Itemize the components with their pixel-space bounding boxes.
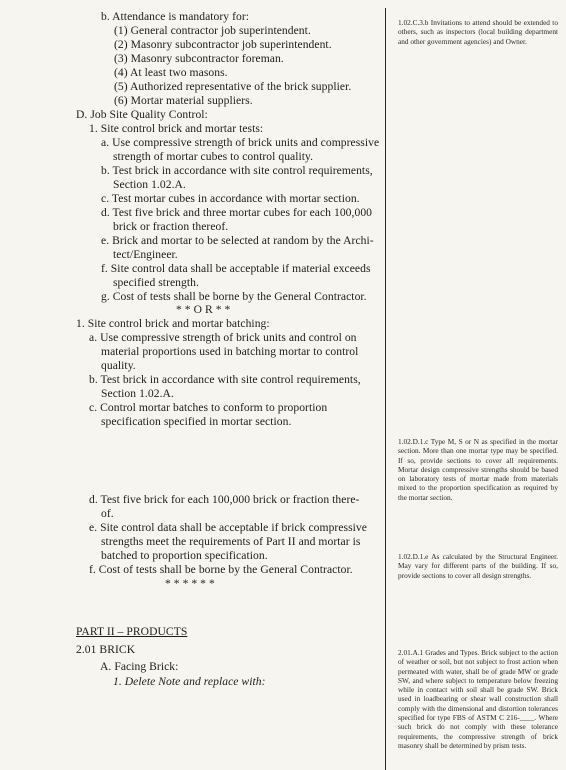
note-text: 1.02.D.1.e As calculated by the Structural Engineer. May vary for different parts of the building. If so, provide sections to cover all design strengths. <box>398 552 558 580</box>
option-b-line: a. Use compressive strength of brick units and control on <box>89 331 357 344</box>
option-a-line: brick or fraction thereof. <box>113 220 229 233</box>
note-text: 2.01.A.1 Grades and Types. Brick subject to the action of weather or soil, but not subject to frost action when permeated with water, shall be of grade MW or grade SW, and where subject to temperature below freezing while in contact with soil shall be grade SW. Brick used in loadbearing or shear wall construction shall comply with the dimensional and distortion tolerances specified for type FBS of ASTM C 216-____. Where such brick do not comply with these tolerance requirements, the compressive strength of brick masonry shall be determined by prism tests. <box>398 648 558 750</box>
option-b-heading: 1. Site control brick and mortar batching: <box>76 317 270 330</box>
option-a-line: b. Test brick in accordance with site control requirements, <box>101 164 373 177</box>
note-text: 1.02.C.3.b Invitations to attend should be extended to others, such as inspectors (local building department and other government agencies) and Owner. <box>398 18 558 46</box>
option-a-heading: 1. Site control brick and mortar tests: <box>89 122 264 135</box>
attendance-item: (3) Masonry subcontractor foreman. <box>114 52 284 65</box>
attendance-item: (5) Authorized representative of the brick supplier. <box>114 80 352 93</box>
margin-note <box>398 18 558 46</box>
option-a-line: specified strength. <box>113 276 199 289</box>
attendance-heading: b. Attendance is mandatory for: <box>101 10 250 23</box>
attendance-item: (4) At least two masons. <box>114 66 228 79</box>
part-heading: PART II – PRODUCTS <box>76 625 188 638</box>
column-divider <box>385 8 386 770</box>
option-a-line: tect/Engineer. <box>113 248 178 261</box>
option-a-line: Section 1.02.A. <box>113 178 186 191</box>
option-a-line: a. Use compressive strength of brick units and compressive <box>101 136 380 149</box>
option-b-line: f. Cost of tests shall be borne by the General Contractor. <box>89 563 353 576</box>
attendance-item: (2) Masonry subcontractor job superintendent. <box>114 38 332 51</box>
section-heading: 2.01 BRICK <box>76 643 136 656</box>
option-b-line: quality. <box>101 359 136 372</box>
end-separator: * * * * * * <box>165 577 215 590</box>
attendance-item: (6) Mortar material suppliers. <box>114 94 253 107</box>
section-d-heading: D. Job Site Quality Control: <box>76 108 208 121</box>
option-a-line: g. Cost of tests shall be borne by the General Contractor. <box>101 290 367 303</box>
option-b-line: Section 1.02.A. <box>101 387 174 400</box>
or-separator: * * O R * * <box>176 303 231 316</box>
option-b-line: material proportions used in batching mortar to control <box>101 345 359 358</box>
option-b-line: e. Site control data shall be acceptable if brick compressive <box>89 521 367 534</box>
option-b-line: specification specified in mortar section. <box>101 415 292 428</box>
option-b-line: c. Control mortar batches to conform to proportion <box>89 401 328 414</box>
option-a-line: c. Test mortar cubes in accordance with mortar section. <box>101 192 360 205</box>
subsection-heading: A. Facing Brick: <box>100 660 179 673</box>
option-b-line: d. Test five brick for each 100,000 brick or fraction there- <box>89 493 360 506</box>
option-a-line: f. Site control data shall be acceptable if material exceeds <box>101 262 371 275</box>
option-a-line: e. Brick and mortar to be selected at random by the Archi- <box>101 234 374 247</box>
margin-note <box>398 552 558 580</box>
option-b-line: batched to proportion specification. <box>101 549 268 562</box>
option-b-line: strengths meet the requirements of Part II and mortar is <box>101 535 361 548</box>
instruction-text: 1. Delete Note and replace with: <box>113 675 266 688</box>
margin-note <box>398 437 558 502</box>
option-a-line: strength of mortar cubes to control quality. <box>113 150 314 163</box>
option-b-line: b. Test brick in accordance with site control requirements, <box>89 373 361 386</box>
option-a-line: d. Test five brick and three mortar cubes for each 100,000 <box>101 206 373 219</box>
margin-note <box>398 648 558 750</box>
attendance-item: (1) General contractor job superintendent. <box>114 24 311 37</box>
note-text: 1.02.D.1.c Type M, S or N as specified in the mortar section. More than one mortar type may be specified. If so, provide sections to cover all requirements. Mortar design compressive strengths should be based on laboratory tests of mortar made from materials mixed to the proportion specification as required by the mortar section. <box>398 437 558 502</box>
option-b-line: of. <box>101 507 114 520</box>
